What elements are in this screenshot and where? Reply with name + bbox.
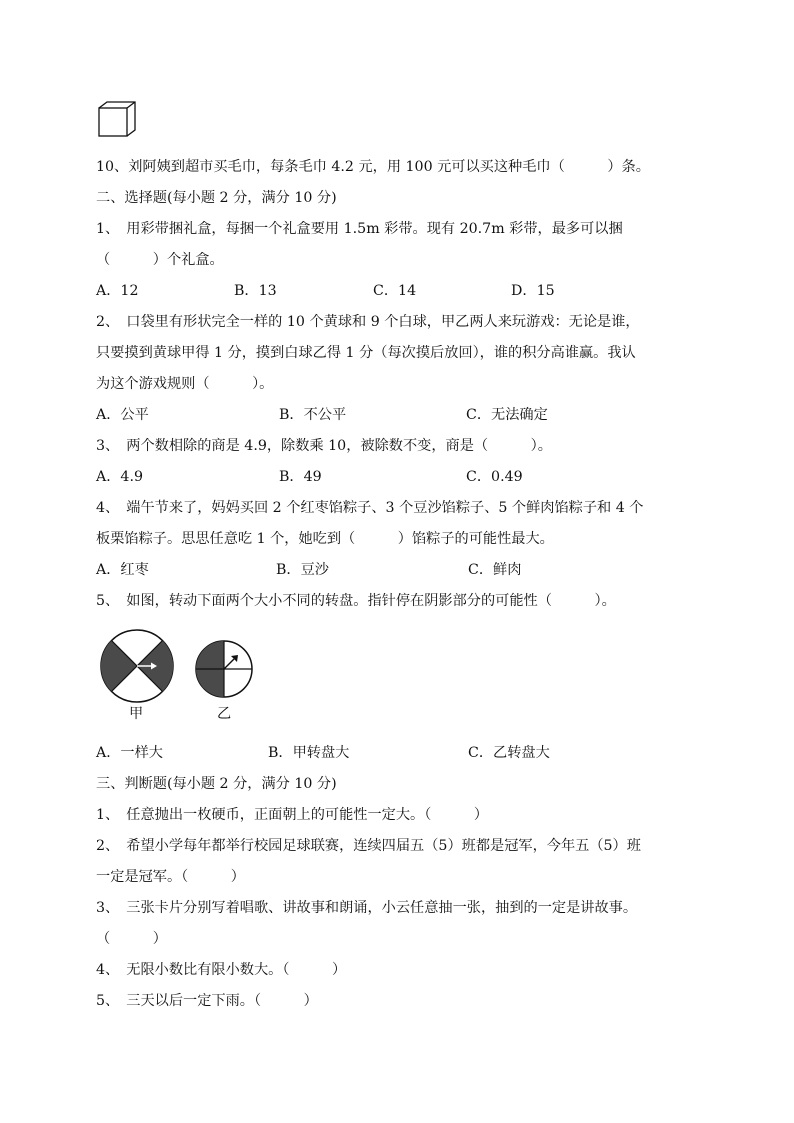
s3-q1: 1、 任意抛出一枚硬币，正面朝上的可能性一定大。（ ） — [96, 807, 489, 823]
spinner-yi — [194, 639, 254, 699]
cube-figure — [97, 100, 139, 138]
spinner-jia-label: 甲 — [129, 706, 144, 722]
s2-q1-option-d: D．15 — [511, 283, 555, 299]
s2-q2-line2: 只要摸到黄球甲得 1 分，摸到白球乙得 1 分（每次摸后放回），谁的积分高谁赢。我认 — [96, 345, 636, 361]
s2-q4-line1: 4、 端午节来了，妈妈买回 2 个红枣馅粽子、3 个豆沙馅粽子、5 个鲜肉馅粽子和 4 个 — [96, 500, 644, 516]
s2-q1-option-c: C．14 — [373, 283, 417, 299]
s2-q3-line1: 3、 两个数相除的商是 4.9，除数乘 10，被除数不变，商是（ ）。 — [96, 438, 552, 454]
s2-q1-option-a: A．12 — [96, 283, 139, 299]
s2-q5-option-b: B．甲转盘大 — [268, 745, 350, 761]
s2-q4-option-c: C．鲜肉 — [468, 562, 522, 578]
s2-q5-option-c: C．乙转盘大 — [468, 745, 550, 761]
question-10: 10、刘阿姨到超市买毛巾，每条毛巾 4.2 元，用 100 元可以买这种毛巾（ ）条。 — [96, 159, 650, 175]
s2-q5-option-a: A．一样大 — [96, 745, 163, 761]
s2-q2-option-b: B．不公平 — [279, 407, 347, 423]
s2-q3-option-b: B．49 — [279, 469, 322, 485]
s2-q5-line1: 5、 如图，转动下面两个大小不同的转盘。指针停在阴影部分的可能性（ ）。 — [96, 593, 616, 609]
s2-q2-option-a: A．公平 — [96, 407, 149, 423]
s3-q3-line1: 3、 三张卡片分别写着唱歌、讲故事和朗诵，小云任意抽一张，抽到的一定是讲故事。 — [96, 900, 638, 916]
s2-q1-option-b: B．13 — [234, 283, 277, 299]
s2-q3-option-c: C．0.49 — [466, 469, 523, 485]
s3-q5: 5、 三天以后一定下雨。（ ） — [96, 993, 318, 1009]
s2-q2-line3: 为这个游戏规则（ ）。 — [96, 376, 274, 392]
s3-q2-line1: 2、 希望小学每年都举行校园足球联赛，连续四届五（5）班都是冠军，今年五（5）班 — [96, 838, 641, 854]
s3-q3-line2: （ ） — [96, 931, 167, 947]
s2-q3-option-a: A．4.9 — [96, 469, 143, 485]
s3-q2-line2: 一定是冠军。（ ） — [96, 869, 245, 885]
spinner-yi-label: 乙 — [217, 706, 232, 722]
s3-q4: 4、 无限小数比有限小数大。（ ） — [96, 962, 347, 978]
s2-q4-option-a: A．红枣 — [96, 562, 149, 578]
s2-q2-line1: 2、 口袋里有形状完全一样的 10 个黄球和 9 个白球，甲乙两人来玩游戏：无论是谁， — [96, 314, 640, 330]
s2-q1-line1: 1、 用彩带捆礼盒，每捆一个礼盒要用 1.5m 彩带。现有 20.7m 彩带，最多可以捆 — [96, 221, 623, 237]
section-2-title: 二、选择题(每小题 2 分，满分 10 分) — [96, 190, 337, 206]
s2-q4-line2: 板栗馅粽子。思思任意吃 1 个，她吃到（ ）馅粽子的可能性最大。 — [96, 531, 554, 547]
s2-q4-option-b: B．豆沙 — [276, 562, 329, 578]
s2-q2-option-c: C．无法确定 — [466, 407, 548, 423]
s2-q1-line2: （ ）个礼盒。 — [96, 252, 224, 268]
spinner-jia — [99, 628, 175, 704]
section-3-title: 三、判断题(每小题 2 分，满分 10 分) — [96, 776, 337, 792]
